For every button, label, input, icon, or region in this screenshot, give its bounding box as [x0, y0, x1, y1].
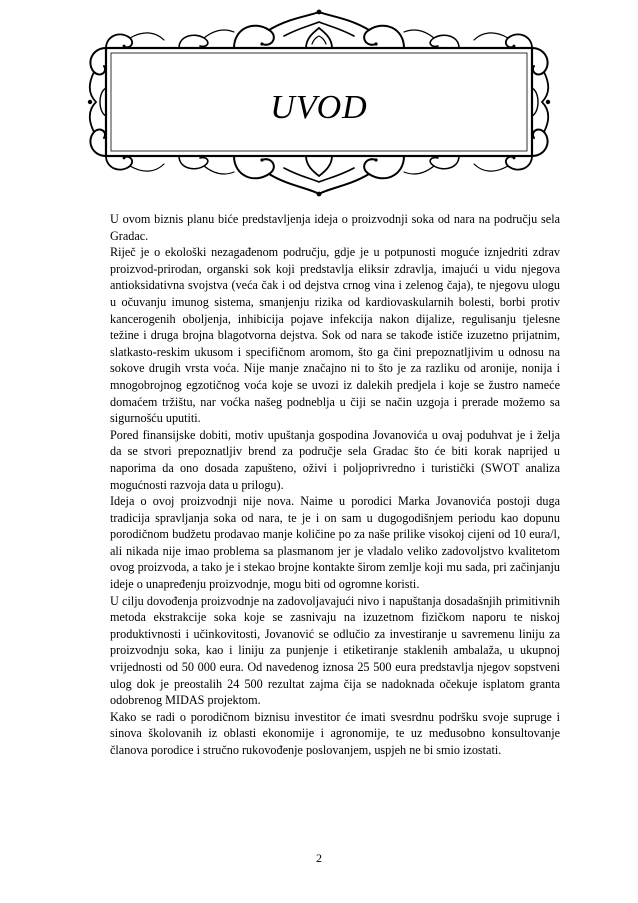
- paragraph: Riječ je o ekološki nezagađenom području, gdje je u potpunosti moguće iznjedriti zdrav proizvod-prirodan, organski sok koji predstavlja eliksir zdravlja, imajući u vidu njegova antioksidativna svojstva (veća čak i od dejstva crnog vina i zelenog čaja), te njegovu ulogu u očuvanju imunog sistema, smanjenju rizika od kardiovaskularnih bolesti, borbi protiv kancerogenih oboljenja, inhibicija pojave infekcija nakon dijalize, regulisanju tjelesne težine i druga brojna blagotvorna dejstva. Sok od nara se takođe ističe izuzetno prijatnim, slatkasto-reskim ukusom i specifičnom aromom, što ga čini prepoznatljivim u odnosu na sokove drugih vrsta voća. Nije manje značajno ni to što je za razliku od aronije, nonija i mnogobrojnog egzotičnog voća koje se uvozi iz dalekih predjela i koje se žustro nameće domaćem tržištu, nar voćka našeg podneblja u čiji se način uzgoja i prerade možemo sa sigurnošću uputiti.: [110, 245, 560, 426]
- paragraph: Kako se radi o porodičnom biznisu investitor će imati svesrdnu podršku svoje supruge i sinova školovanih iz oblasti ekonomije i agronomije, te uz međusobno konsultovanje članova porodice i stručno rukovođenje poslovanjem, uspjeh ne bi smio izostati.: [110, 709, 560, 757]
- paragraph: Pored finansijske dobiti, motiv upuštanja gospodina Jovanovića u ovaj poduhvat je i želja da se stvori prepoznatljiv brend za područje sela Gradac što će biti korak naprijed u naporima da ono dosada zapušteno, oživi i poljoprivredno i turistički (SWOT analiza mogućnosti razvoja data u prilogu).: [110, 427, 560, 492]
- page-title: UVOD: [270, 89, 368, 126]
- body-text: [110, 211, 560, 759]
- paragraph: U cilju dovođenja proizvodnje na zadovoljavajući nivo i napuštanja dosadašnjih primitivnih metoda ekstrakcije soka koje se zasnivaju na izuzetnom fizičkom naporu te niskoj produktivnosti i učinkovitosti, Jovanović se odlučio za investiranje u savremenu liniju za proizvodnju soka, kao i liniju za punjenje i etiketiranje staklenih ambalaža, u ukupnoj vrijednosti od 50 000 eura. Od navedenog iznosa 25 500 eura predstavlja njegov sopstveni ulog dok je preostalih 24 500 rezultat zajma čija se nadoknada očekuje isplatom granta odobrenog MIDAS projektom.: [110, 593, 560, 708]
- paragraph: Ideja o ovoj proizvodnji nije nova. Naime u porodici Marka Jovanovića postoji duga tradicija spravljanja soka od nara, te je i on sam u dugogodišnjem periodu kao dopunu porodičnom budžetu prodavao manje količine po za naše prilike visokoj cijeni od 10 eura/l, ali nikada nije imao problema sa plasmanom jer je vladalo veliko zadovoljstvo kvalitetom ovog proizvoda, a tako je i stekao brojne kontakte širom zemlje koji mu sada, pri začinjanju ideje o unapređenju proizvodnje, mogu biti od ogromne koristi.: [110, 494, 560, 592]
- page-number: 2: [316, 851, 322, 865]
- paragraph: U ovom biznis planu biće predstavljenja ideja o proizvodnji soka od nara na području sela Gradac.: [110, 212, 560, 243]
